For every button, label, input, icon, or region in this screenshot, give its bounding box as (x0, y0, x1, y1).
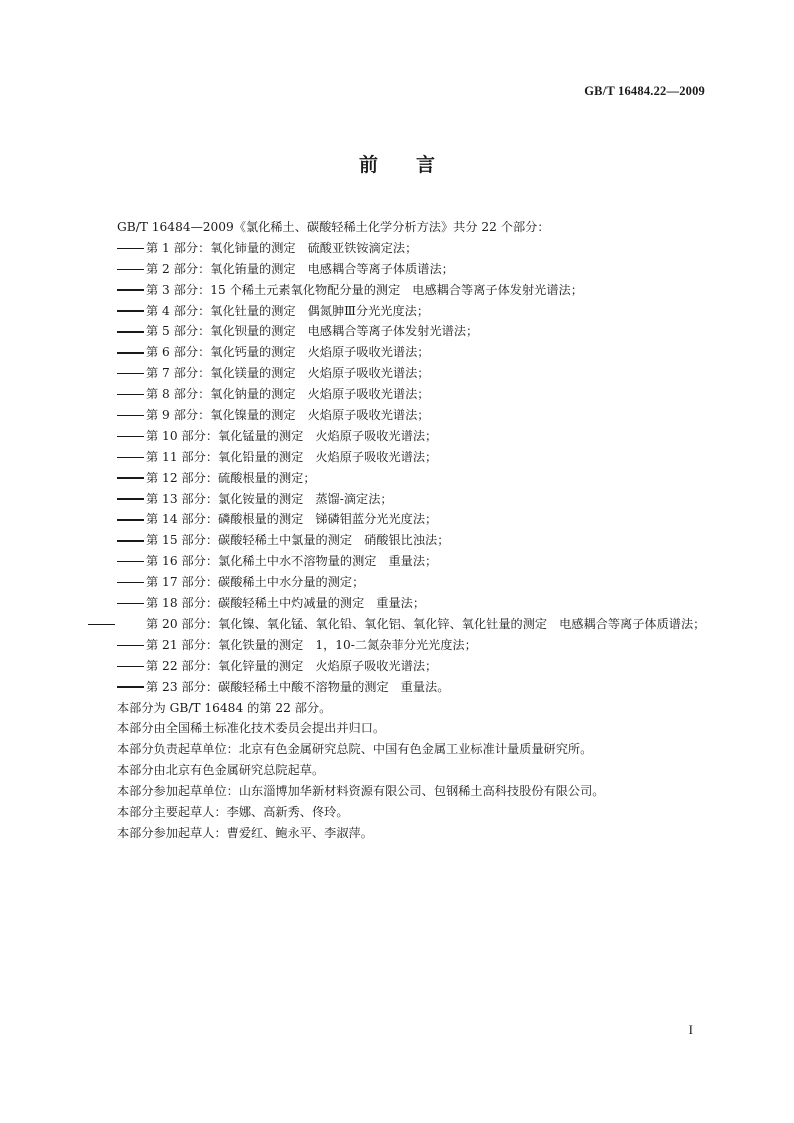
part-method: 硝酸银比浊法； (364, 533, 450, 548)
preface-body (117, 217, 717, 844)
part-method: 火焰原子吸收光谱法； (307, 345, 430, 360)
part-label: 第 1 部分：氧化铈量的测定 (146, 240, 296, 255)
em-dash-marker (117, 614, 146, 635)
part-item (117, 280, 717, 301)
em-dash-marker (117, 280, 146, 301)
em-dash-marker (117, 259, 146, 280)
part-item (117, 551, 717, 572)
part-label: 第 14 部分：磷酸根量的测定 (146, 512, 304, 527)
statement-line: 本部分由北京有色金属研究总院起草。 (117, 763, 325, 778)
part-item (117, 321, 717, 342)
em-dash-marker (117, 468, 146, 489)
statement-line: 本部分参加起草单位：山东淄博加华新材料资源有限公司、包钢稀土高科技股份有限公司。 (117, 784, 605, 799)
part-method: 蒸馏-滴定法； (315, 491, 393, 506)
part-item (117, 635, 717, 656)
part-label: 第 12 部分：硫酸根量的测定； (146, 470, 316, 485)
part-label: 第 2 部分：氧化铕量的测定 (146, 261, 296, 276)
em-dash-marker (117, 238, 146, 259)
em-dash-marker (117, 572, 146, 593)
page-number: I (688, 1022, 693, 1037)
part-method: 重量法； (376, 596, 426, 611)
em-dash-marker (117, 342, 146, 363)
em-dash-marker (117, 384, 146, 405)
part-item (117, 468, 717, 489)
part-label: 第 22 部分：氧化锌量的测定 (146, 658, 304, 673)
part-label: 第 8 部分：氧化钠量的测定 (146, 387, 296, 402)
part-label: 第 7 部分：氧化镁量的测定 (146, 366, 296, 381)
em-dash-marker (117, 593, 146, 614)
em-dash-marker (117, 321, 146, 342)
part-item (117, 677, 717, 698)
part-method: 火焰原子吸收光谱法； (307, 387, 430, 402)
em-dash-marker (117, 363, 146, 384)
part-method: 火焰原子吸收光谱法； (307, 408, 430, 423)
part-item (117, 593, 717, 614)
part-method: 火焰原子吸收光谱法； (307, 366, 430, 381)
part-method: 电感耦合等离子体发射光谱法； (412, 282, 583, 297)
part-label: 第 16 部分：氯化稀土中水不溶物量的测定 (146, 554, 377, 569)
em-dash-marker (117, 426, 146, 447)
part-method: 硫酸亚铁铵滴定法； (307, 240, 418, 255)
statement-line: 本部分由全国稀土标准化技术委员会提出并归口。 (117, 721, 386, 736)
part-label: 第 3 部分：15 个稀土元素氧化物配分量的测定 (146, 282, 401, 297)
part-item (117, 426, 717, 447)
part-item (117, 509, 717, 530)
part-label: 第 5 部分：氧化钡量的测定 (146, 324, 296, 339)
part-item (117, 656, 717, 677)
part-label: 第 4 部分：氧化钍量的测定 (146, 303, 296, 318)
statement-line: 本部分参加起草人：曹爱红、鲍永平、李淑萍。 (117, 825, 373, 840)
part-method: 电感耦合等离子体质谱法； (559, 616, 706, 631)
part-method: 重量法。 (400, 679, 450, 694)
part-item (117, 363, 717, 384)
part-item (117, 447, 717, 468)
statements-list (117, 698, 717, 844)
em-dash-marker (117, 489, 146, 510)
part-label: 第 11 部分：氧化铅量的测定 (146, 449, 304, 464)
em-dash-marker (117, 635, 146, 656)
part-item (117, 301, 717, 322)
page-title: 前言 (358, 154, 473, 176)
part-label: 第 21 部分：氧化铁量的测定 (146, 637, 304, 652)
part-label: 第 6 部分：氧化钙量的测定 (146, 345, 296, 360)
part-item (117, 530, 717, 551)
part-item (117, 259, 717, 280)
part-item (117, 489, 717, 510)
part-label: 第 23 部分：碳酸轻稀土中酸不溶物量的测定 (146, 679, 389, 694)
em-dash-marker (117, 509, 146, 530)
standard-code: GB/T 16484.22—2009 (584, 84, 705, 98)
part-method: 火焰原子吸收光谱法； (315, 428, 438, 443)
part-label: 第 20 部分：氧化镍、氧化锰、氧化铅、氧化铝、氧化锌、氧化钍量的测定 (146, 616, 548, 631)
em-dash-marker (117, 551, 146, 572)
part-label: 第 15 部分：碳酸轻稀土中氯量的测定 (146, 533, 353, 548)
part-method: 1，10-二氮杂菲分光光度法； (315, 637, 477, 652)
part-item (117, 614, 717, 635)
statement-line: 本部分主要起草人：李娜、高新秀、佟玲。 (117, 804, 349, 819)
part-method: 偶氮胂Ⅲ分光光度法； (307, 303, 430, 318)
statement-line: 本部分为 GB/T 16484 的第 22 部分。 (117, 700, 332, 715)
part-label: 第 10 部分：氧化锰量的测定 (146, 428, 304, 443)
em-dash-marker (117, 301, 146, 322)
part-label: 第 13 部分：氯化铵量的测定 (146, 491, 304, 506)
statement-line: 本部分负责起草单位：北京有色金属研究总院、中国有色金属工业标准计量质量研究所。 (117, 742, 593, 757)
em-dash-marker (117, 677, 146, 698)
part-label: 第 17 部分：碳酸稀土中水分量的测定； (146, 575, 365, 590)
part-method: 锑磷钼蓝分光光度法； (315, 512, 438, 527)
parts-list (117, 238, 717, 698)
em-dash-marker (117, 405, 146, 426)
part-method: 火焰原子吸收光谱法； (315, 449, 438, 464)
intro-line: GB/T 16484—2009《氯化稀土、碳酸轻稀土化学分析方法》共分 22 个部分： (117, 220, 550, 234)
part-method: 火焰原子吸收光谱法； (315, 658, 438, 673)
part-label: 第 9 部分：氧化镍量的测定 (146, 408, 296, 423)
part-label: 第 18 部分：碳酸轻稀土中灼减量的测定 (146, 596, 365, 611)
em-dash-marker (117, 656, 146, 677)
part-item (117, 572, 717, 593)
part-method: 重量法； (388, 554, 438, 569)
part-item (117, 384, 717, 405)
em-dash-marker (117, 447, 146, 468)
part-method: 电感耦合等离子体发射光谱法； (307, 324, 479, 339)
part-item (117, 238, 717, 259)
em-dash-marker (117, 530, 146, 551)
part-item (117, 405, 717, 426)
part-method: 电感耦合等离子体质谱法； (307, 261, 454, 276)
part-item (117, 342, 717, 363)
